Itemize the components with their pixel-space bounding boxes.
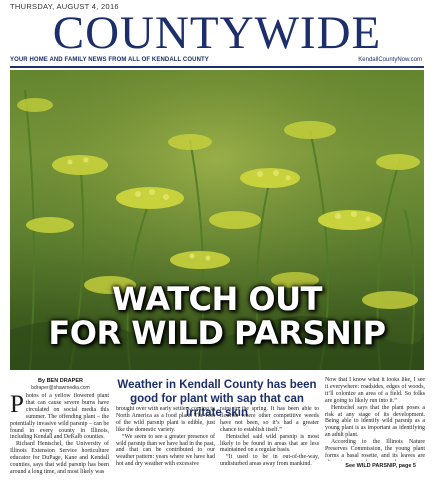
headline-line-1: WATCH OUT [112,280,322,318]
col1-paragraph-1: hotos of a yellow flowered plant that can cause severe burns have circulated on social media this summer. The offending plant – the potentially invasive wild parsnip – can be found in every county in Illinois, including Kendall and DeKalb counties. [10,393,109,441]
col3-paragraph-1: rains in the spring. It has been able to flourish where other competitive weeds have not been, so it’s had a greater chance to establish itself.” [220,406,319,433]
col2-paragraph-1: brought over with early settlers coming to North America as a food plant. The root of the wild parsnip plant is edible, just like the domestic variety. [116,406,215,433]
article-column-4 [325,377,425,461]
byline-email[interactable]: bdraper@shawmedia.com [31,385,90,391]
story-deck: Weather in Kendall County has been good for plant with sap that can irritate skin [117,379,317,419]
dateline: THURSDAY, AUGUST 4, 2016 [10,2,119,11]
col4-paragraph-1: Now that I know what it looks like, I see it everywhere: roadsides, edges of woods, it’ll colonize an area of a field. So folks are going to likely run into it.” [325,377,425,404]
col3-paragraph-3: “It used to be in out-of-the-way, undisturbed areas away from mankind. [220,454,319,468]
masthead-title: COUNTYWIDE [52,7,382,59]
byline-author: By BEN DRAPER [38,378,83,384]
continued-jump-link[interactable]: See WILD PARSNIP, page 5 [345,463,416,469]
headline-line-2: FOR WILD PARSNIP [48,314,386,352]
tagline: YOUR HOME AND FAMILY NEWS FROM ALL OF KENDALL COUNTY [10,57,209,63]
website-link[interactable]: KendallCountyNow.com [358,57,422,63]
headline [10,282,424,350]
masthead-rule [10,66,424,68]
col2-paragraph-2: “We seem to see a greater presence of wild parsnip than we have had in the past, and that can be contributed to our weather pattern: years where we have had hot and dry weather with excessive [116,433,215,468]
article-column-2 [116,406,215,478]
dropcap: P [10,393,24,418]
col4-paragraph-2: Hentschel says that the plant poses a risk at any stage of its development. Being able to identify wild parsnip as a young plant is as important as identifying an adult plant. [325,404,425,439]
col1-paragraph-2: Richard Hentschel, the University of Illinois Extension Service horticulture educator for DuPage, Kane and Kendall counties, says that wild parsnip has been around a long time, and most likely was [10,441,109,475]
col4-paragraph-3: According to the Illinois Nature Preserves Commission, the young plant forms a basal rosette, and its leaves are [325,439,425,459]
wild-parsnip-photo [10,70,424,370]
article-column-1 [10,393,109,478]
col3-paragraph-2: Hentschel said wild parsnip is most likely to be found in areas that are less maintained on a regular basis. [220,433,319,454]
article-column-3 [220,406,319,478]
